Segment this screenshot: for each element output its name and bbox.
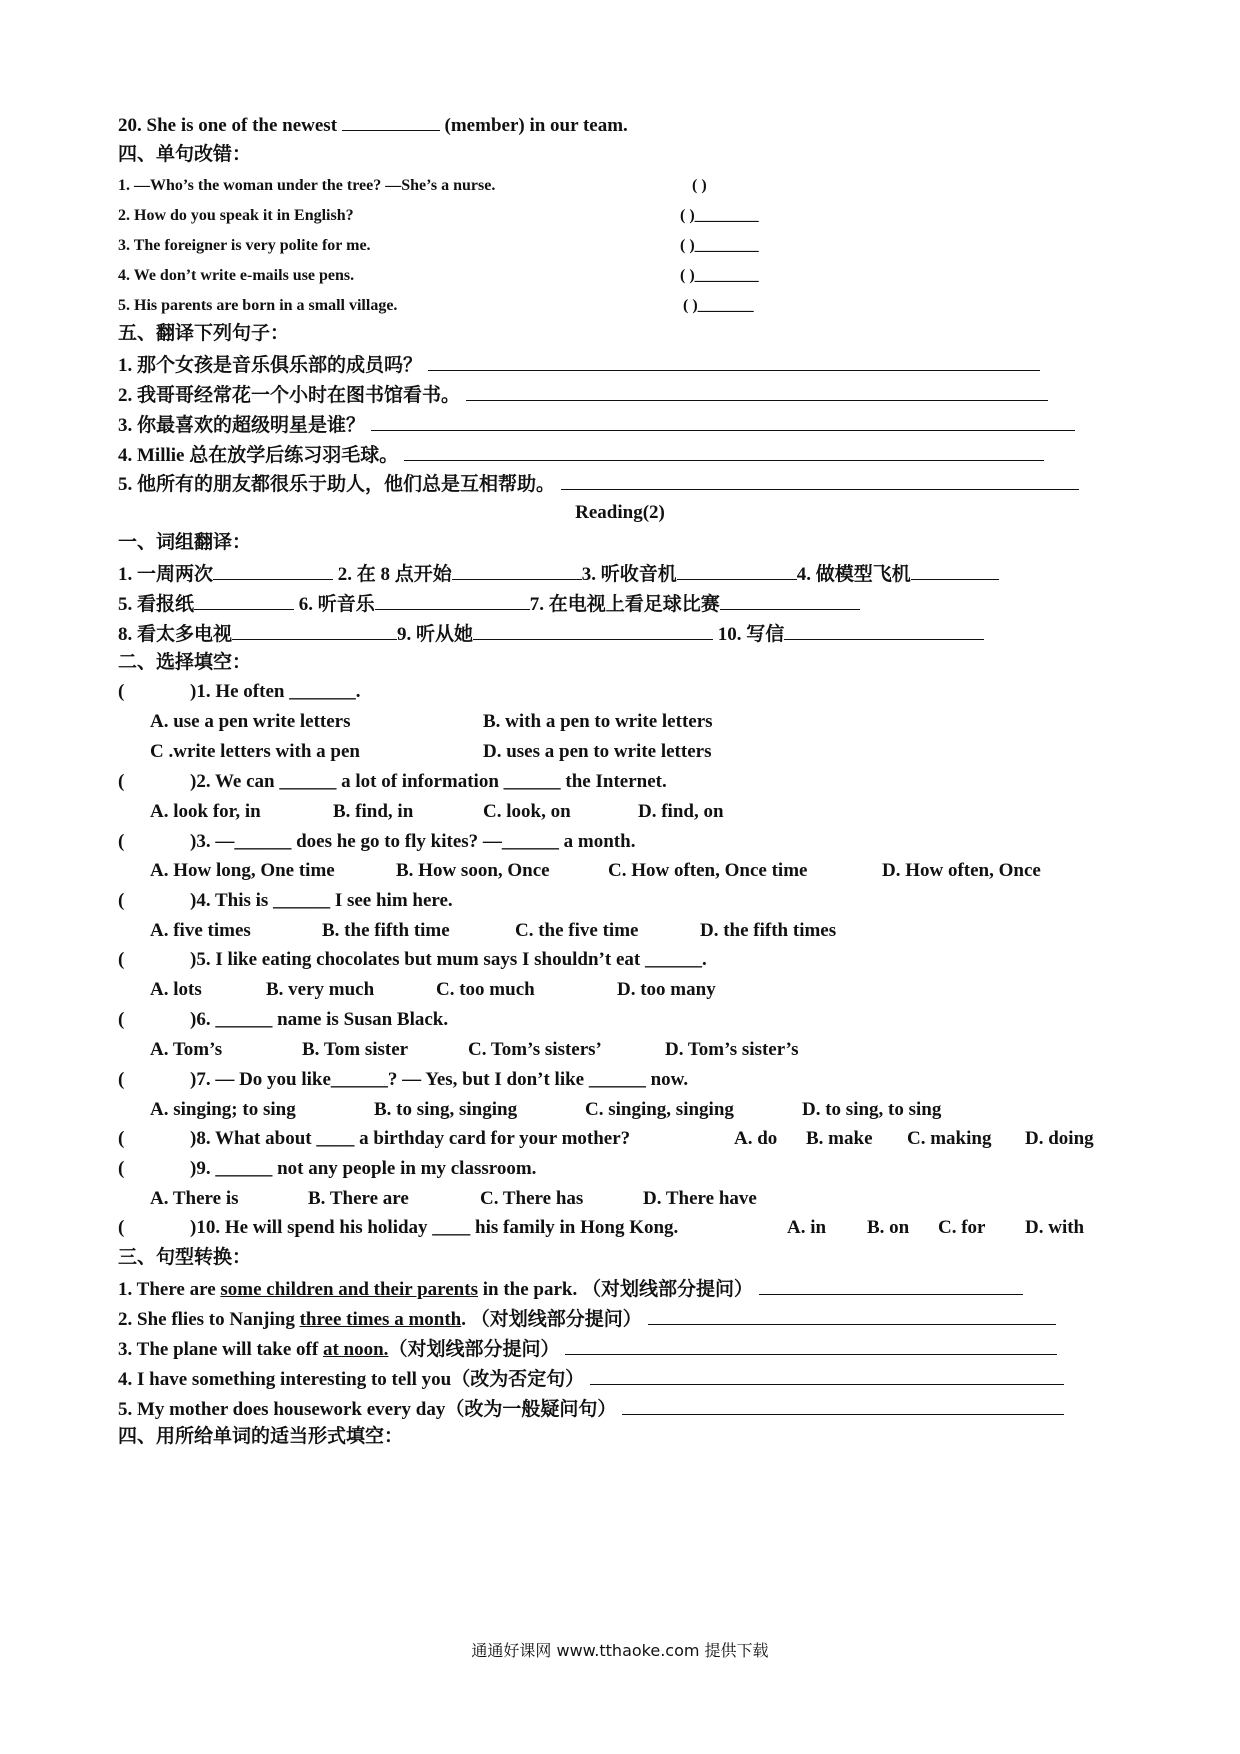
mc-option: B. Tom sister <box>302 1039 409 1060</box>
mc-option: D. too many <box>617 979 716 1000</box>
mc-option: B. with a pen to write letters <box>483 711 713 732</box>
answer-line <box>428 352 1040 371</box>
mc-option: B. the fifth time <box>322 920 450 941</box>
paren: ( <box>118 1009 125 1030</box>
correction-paren: ( )________ <box>680 207 759 224</box>
transform-item: 2. She flies to Nanjing three times a month. （对划线部分提问） <box>118 1306 1056 1332</box>
correction-item: 3. The foreigner is very polite for me. <box>118 237 371 254</box>
answer-line <box>561 471 1079 490</box>
mc-option: A. use a pen write letters <box>150 711 351 732</box>
mc-option: C. too much <box>436 979 535 1000</box>
mc-option: D. There have <box>643 1188 757 1209</box>
mc-option: A. look for, in <box>150 801 261 822</box>
section-title: 五、翻译下列句子： <box>118 323 290 344</box>
mc-question: )4. This is ______ I see him here. <box>190 890 453 911</box>
translation-item: 3. 你最喜欢的超级明星是谁？ <box>118 412 1075 438</box>
correction-item: 4. We don’t write e-mails use pens. <box>118 267 355 284</box>
paren: ( <box>118 1128 125 1149</box>
mc-option: C. look, on <box>483 801 571 822</box>
mc-question: )3. —______ does he go to fly kites? —______ a month. <box>190 831 636 852</box>
mc-question: )5. I like eating chocolates but mum says I shouldn’t eat ______. <box>190 949 707 970</box>
mc-option: D. the fifth times <box>700 920 837 941</box>
mc-option: C. How often, Once time <box>608 860 808 881</box>
mc-question: )7. — Do you like______? — Yes, but I don’t like ______ now. <box>190 1069 689 1090</box>
mc-question: )9. ______ not any people in my classroom. <box>190 1158 537 1179</box>
correction-item: 2. How do you speak it in English? <box>118 207 354 224</box>
mc-option: D. to sing, to sing <box>802 1099 942 1120</box>
mc-option: C. There has <box>480 1188 584 1209</box>
translation-item: 5. 他所有的朋友都很乐于助人，他们总是互相帮助。 <box>118 471 1079 497</box>
section-title: 二、选择填空： <box>118 652 252 673</box>
mc-option: B. very much <box>266 979 375 1000</box>
correction-paren: ( )________ <box>680 237 759 254</box>
mc-option: C. making <box>907 1128 992 1149</box>
correction-item: 5. His parents are born in a small village. <box>118 297 398 314</box>
phrase-row: 5. 看报纸 6. 听音乐 7. 在电视上看足球比赛 <box>118 591 860 617</box>
paren: ( <box>118 1069 125 1090</box>
reading-title: Reading(2) <box>575 502 665 523</box>
paren: ( <box>118 831 125 852</box>
mc-option: A. five times <box>150 920 251 941</box>
mc-option: C. the five time <box>515 920 639 941</box>
paren: ( <box>118 949 125 970</box>
mc-option: B. to sing, singing <box>374 1099 518 1120</box>
mc-option: D. find, on <box>638 801 724 822</box>
mc-option: D. with <box>1025 1217 1085 1238</box>
phrase-row: 8. 看太多电视 9. 听从她 10. 写信 <box>118 621 984 647</box>
answer-blank <box>342 112 440 131</box>
correction-item: 1. —Who’s the woman under the tree? —She’s a nurse. <box>118 177 496 194</box>
mc-question: )6. ______ name is Susan Black. <box>190 1009 449 1030</box>
mc-option: B. make <box>806 1128 873 1149</box>
mc-option: D. doing <box>1025 1128 1094 1149</box>
mc-option: D. Tom’s sister’s <box>665 1039 799 1060</box>
footer-watermark: 通通好课网 www.tthaoke.com 提供下载 <box>471 1641 769 1660</box>
mc-option: B. on <box>867 1217 910 1238</box>
transform-item: 3. The plane will take off at noon.（对划线部分提问） <box>118 1336 1057 1362</box>
mc-option: A. in <box>787 1217 827 1238</box>
translation-item: 1. 那个女孩是音乐俱乐部的成员吗？ <box>118 352 1040 378</box>
mc-option: B. How soon, Once <box>396 860 550 881</box>
paren: ( <box>118 890 125 911</box>
correction-paren: ( )_______ <box>683 297 754 314</box>
mc-option: A. There is <box>150 1188 239 1209</box>
mc-option: C. for <box>938 1217 986 1238</box>
mc-question: )1. He often _______. <box>190 681 361 702</box>
answer-line <box>466 382 1048 401</box>
mc-option: B. find, in <box>333 801 414 822</box>
mc-option: A. How long, One time <box>150 860 335 881</box>
mc-option: A. do <box>734 1128 778 1149</box>
mc-option: C. singing, singing <box>585 1099 734 1120</box>
paren: ( <box>118 1217 125 1238</box>
mc-question: )8. What about ____ a birthday card for your mother? <box>190 1128 631 1149</box>
mc-option: D. uses a pen to write letters <box>483 741 712 762</box>
transform-item: 5. My mother does housework every day（改为一般疑问句） <box>118 1396 1064 1422</box>
answer-line <box>371 412 1075 431</box>
mc-option: A. singing; to sing <box>150 1099 296 1120</box>
paren: ( <box>118 1158 125 1179</box>
mc-question: )10. He will spend his holiday ____ his family in Hong Kong. <box>190 1217 679 1238</box>
translation-item: 4. Millie 总在放学后练习羽毛球。 <box>118 442 1044 468</box>
paren: ( <box>118 771 125 792</box>
section-title: 一、词组翻译： <box>118 532 252 553</box>
mc-option: A. Tom’s <box>150 1039 223 1060</box>
mc-question: )2. We can ______ a lot of information ______ the Internet. <box>190 771 667 792</box>
section-title: 四、单句改错： <box>118 144 252 165</box>
section-title: 三、句型转换： <box>118 1247 252 1268</box>
mc-option: C. Tom’s sisters’ <box>468 1039 602 1060</box>
section-title: 四、用所给单词的适当形式填空： <box>118 1426 404 1447</box>
paren: ( <box>118 681 125 702</box>
correction-paren: ( )________ <box>680 267 759 284</box>
transform-item: 1. There are some children and their parents in the park. （对划线部分提问） <box>118 1276 1023 1302</box>
correction-paren: ( ) <box>692 177 707 194</box>
mc-option: A. lots <box>150 979 202 1000</box>
phrase-row: 1. 一周两次 2. 在 8 点开始 3. 听收音机 4. 做模型飞机 <box>118 561 999 587</box>
translation-item: 2. 我哥哥经常花一个小时在图书馆看书。 <box>118 382 1048 408</box>
transform-item: 4. I have something interesting to tell you（改为否定句） <box>118 1366 1064 1392</box>
mc-option: D. How often, Once <box>882 860 1041 881</box>
question-20: 20. She is one of the newest (member) in our team. <box>118 112 628 138</box>
answer-line <box>404 442 1044 461</box>
mc-option: B. There are <box>308 1188 409 1209</box>
mc-option: C .write letters with a pen <box>150 741 361 762</box>
